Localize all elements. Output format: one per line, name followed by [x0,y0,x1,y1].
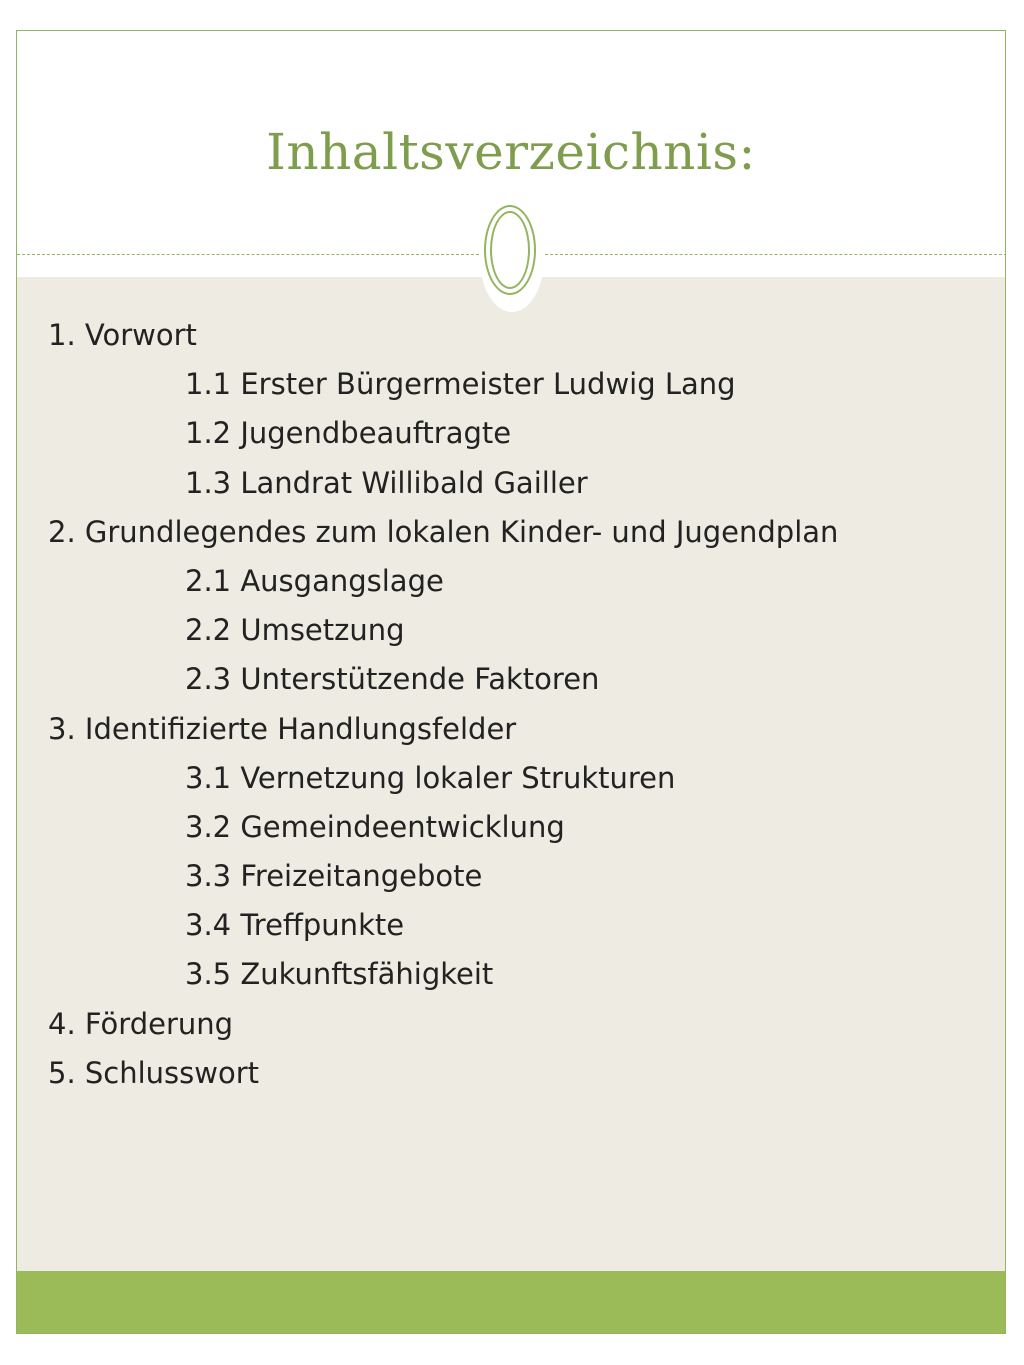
oval-ornament-inner-ring [490,211,530,289]
toc-item: 3.4 Treffpunkte [185,908,405,943]
slide [16,30,1006,1334]
toc-item: 1.1 Erster Bürgermeister Ludwig Lang [185,367,736,402]
toc-item: 2.1 Ausgangslage [185,563,444,598]
footer-bar [17,1271,1005,1334]
toc-item: 5. Schlusswort [48,1055,260,1090]
dashed-divider-right [545,254,1006,255]
toc-item: 1.2 Jugendbeauftragte [185,416,512,451]
toc-item: 1.3 Landrat Willibald Gailler [185,465,588,500]
toc-item: 3.2 Gemeindeentwicklung [185,809,565,844]
toc-item: 4. Förderung [48,1006,234,1041]
toc-item: 3.3 Freizeitangebote [185,859,483,894]
toc-item: 3.5 Zukunftsfähigkeit [185,957,494,992]
toc-item: 2.3 Unterstützende Faktoren [185,662,600,697]
toc-item: 3.1 Vernetzung lokaler Strukturen [185,760,676,795]
toc-item: 3. Identifizierte Handlungsfelder [48,711,517,746]
toc-item: 2.2 Umsetzung [185,613,405,648]
table-of-contents [48,311,838,1098]
dashed-divider-left [17,254,479,255]
slide-title: Inhaltsverzeichnis: [266,123,756,181]
toc-item: 1. Vorwort [48,318,197,352]
toc-item: 2. Grundlegendes zum lokalen Kinder- und Jugendplan [48,514,839,549]
oval-ornament-icon [484,205,536,295]
